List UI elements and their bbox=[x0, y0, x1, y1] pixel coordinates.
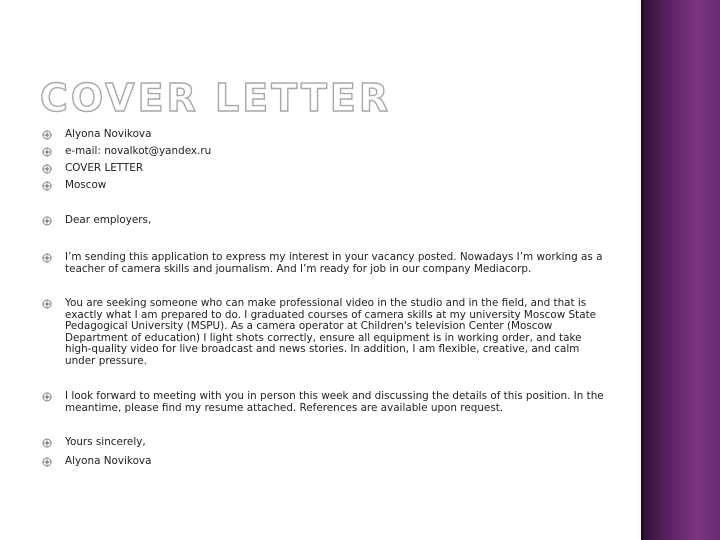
sender-city: Moscow bbox=[65, 179, 107, 191]
target-circle-icon bbox=[42, 216, 52, 226]
target-circle-icon bbox=[42, 392, 52, 402]
sender-name: Alyona Novikova bbox=[65, 128, 152, 140]
signature-name: Alyona Novikova bbox=[65, 455, 152, 467]
target-circle-icon bbox=[42, 253, 52, 263]
target-circle-icon bbox=[42, 457, 52, 467]
paragraph-closing: I look forward to meeting with you in person this week and discussing the details of this position. In the meantime, please find my resume attached. References are available upon request. bbox=[65, 390, 604, 414]
sign-off: Yours sincerely, bbox=[65, 436, 146, 448]
target-circle-icon bbox=[42, 164, 52, 174]
target-circle-icon bbox=[42, 299, 52, 309]
target-circle-icon bbox=[42, 181, 52, 191]
target-circle-icon bbox=[42, 438, 52, 448]
page-title: COVER LETTER bbox=[40, 76, 392, 120]
target-circle-icon bbox=[42, 147, 52, 157]
target-circle-icon bbox=[42, 130, 52, 140]
paragraph-experience: You are seeking someone who can make professional video in the studio and in the field, and that is exactly what I am prepared to do. I graduated courses of camera skills at my university Moscow State Pedagogical University (MSPU). As a camera operator at Children's television Center (Moscow Department of education) I light shots correctly, ensure all equipment is in working order, and take high-quality video for live broadcast and news stories. In addition, I am flexible, creative, and calm under pressure. bbox=[65, 297, 597, 367]
greeting: Dear employers, bbox=[65, 214, 152, 226]
sidebar-decoration bbox=[641, 0, 720, 540]
document-label: COVER LETTER bbox=[65, 162, 144, 174]
paragraph-intro: I’m sending this application to express my interest in your vacancy posted. Nowadays I’m working as a teacher of camera skills and journalism. And I’m ready for job in our company Mediacorp. bbox=[65, 251, 603, 275]
sender-email: e-mail: novalkot@yandex.ru bbox=[65, 145, 212, 157]
sidebar-edge bbox=[641, 0, 643, 540]
